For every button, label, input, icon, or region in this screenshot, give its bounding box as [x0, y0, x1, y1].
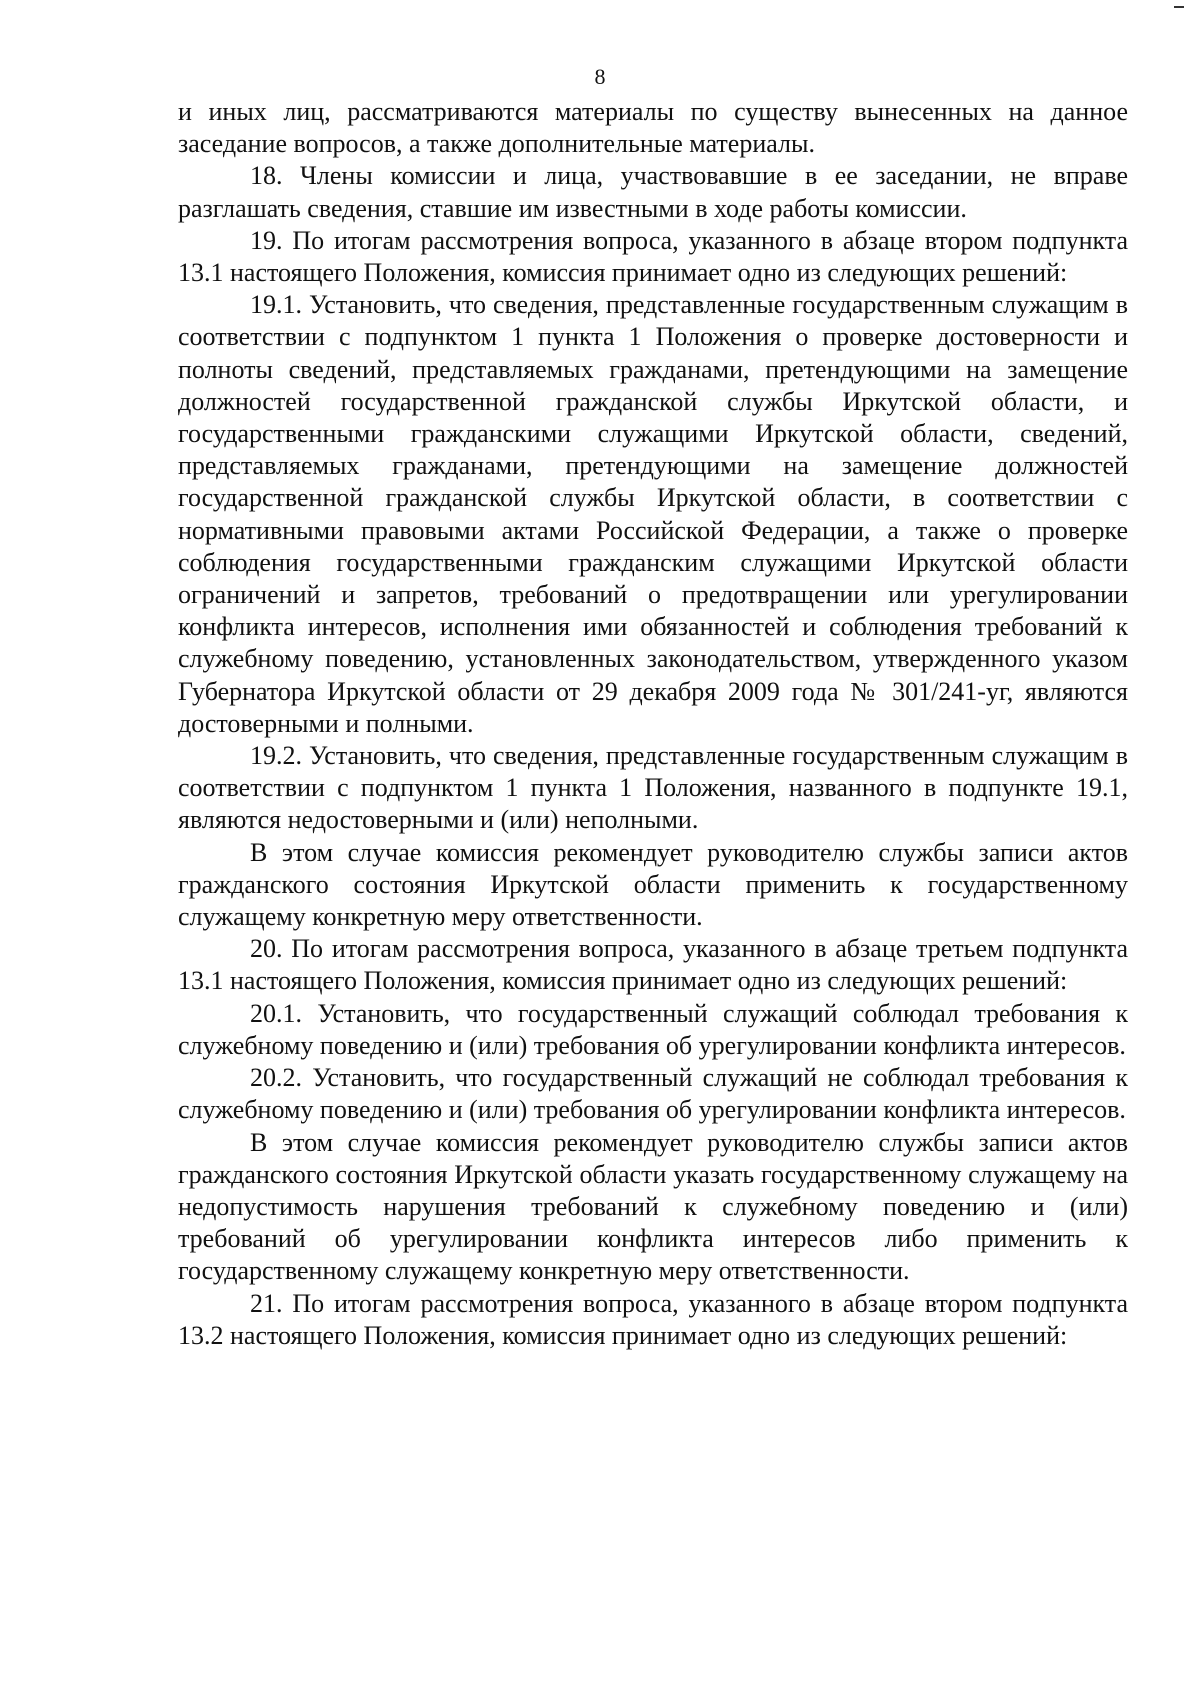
- paragraph-20-2-recommendation: В этом случае комиссия рекомендует руководителю службы записи актов гражданского состояния Иркутской области указать государственному служащему на недопустимость нарушения требований к служебному поведению и (или) требований об урегулировании конфликта интересов либо применить к государственному служащему конкретную меру ответственности.: [178, 1127, 1128, 1286]
- paragraph-19: 19. По итогам рассмотрения вопроса, указанного в абзаце втором подпункта 13.1 настоящего Положения, комиссия принимает одно из следующих решений:: [178, 225, 1128, 288]
- paragraph-19-1: 19.1. Установить, что сведения, представленные государственным служащим в соответствии с подпунктом 1 пункта 1 Положения о проверке достоверности и полноты сведений, представляемых гражданами, претендующими на замещение должностей государственной гражданской службы Иркутской области, и государственными гражданскими служащими Иркутской области, сведений, представляемых гражданами, претендующими на замещение должностей государственной гражданской службы Иркутской области, в соответствии с нормативными правовыми актами Российской Федерации, а также о проверке соблюдения государственными гражданским служащими Иркутской области ограничений и запретов, требований о предотвращении или урегулировании конфликта интересов, исполнения ими обязанностей и соблюдения требований к служебному поведению, установленных законодательством, утвержденного указом Губернатора Иркутской области от 29 декабря 2009 года № 301/241-уг, являются достоверными и полными.: [178, 290, 1128, 738]
- paragraph-19-2-recommendation: В этом случае комиссия рекомендует руководителю службы записи актов гражданского состояния Иркутской области применить к государственному служащему конкретную меру ответственности.: [178, 837, 1128, 932]
- paragraph-continuation: и иных лиц, рассматриваются материалы по существу вынесенных на данное заседание вопросов, а также дополнительные материалы.: [178, 97, 1128, 159]
- paragraph-18: 18. Члены комиссии и лица, участвовавшие в ее заседании, не вправе разглашать сведения, ставшие им известными в ходе работы комиссии.: [178, 161, 1128, 223]
- page-number: 8: [594, 64, 606, 89]
- scan-corner-mark: [1174, 6, 1184, 8]
- document-body: [178, 96, 1128, 1352]
- paragraph-20-1: 20.1. Установить, что государственный служащий соблюдал требования к служебному поведению и (или) требования об урегулировании конфликта интересов.: [178, 998, 1128, 1060]
- paragraph-20-2: 20.2. Установить, что государственный служащий не соблюдал требования к служебному поведению и (или) требования об урегулировании конфликта интересов.: [178, 1063, 1128, 1125]
- paragraph-21: 21. По итогам рассмотрения вопроса, указанного в абзаце втором подпункта 13.2 настоящего Положения, комиссия принимает одно из следующих решений:: [178, 1288, 1128, 1350]
- paragraph-20: 20. По итогам рассмотрения вопроса, указанного в абзаце третьем подпункта 13.1 настоящего Положения, комиссия принимает одно из следующих решений:: [178, 934, 1128, 996]
- paragraph-19-2: 19.2. Установить, что сведения, представленные государственным служащим в соответствии с подпунктом 1 пункта 1 Положения, названного в подпункте 19.1, являются недостоверными и (или) неполными.: [178, 741, 1128, 835]
